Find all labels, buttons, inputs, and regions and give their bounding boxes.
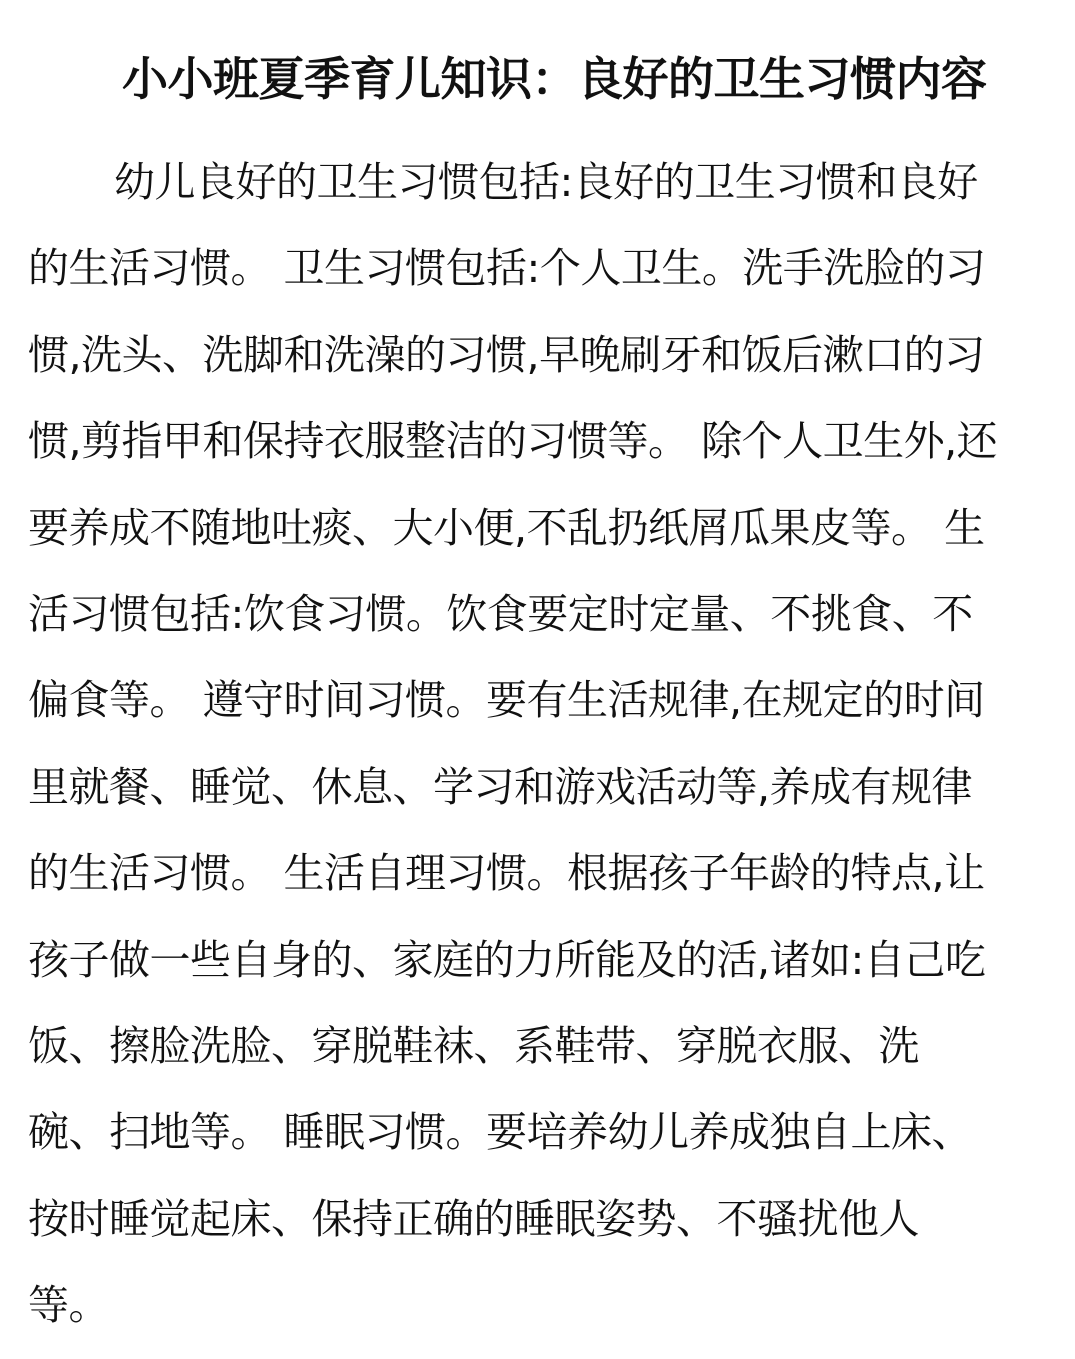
paragraph-line: 惯,剪指甲和保持衣服整洁的习惯等。 除个人卫生外,还 (28, 417, 998, 466)
paragraph-line: 孩子做一些自身的、家庭的力所能及的活,诸如:自己吃 (28, 935, 986, 984)
document-body (28, 150, 1058, 1359)
paragraph-line: 按时睡觉起床、保持正确的睡眠姿势、不骚扰他人 (28, 1194, 919, 1243)
paragraph-line: 幼儿良好的卫生习惯包括:良好的卫生习惯和良好 (114, 158, 978, 206)
paragraph-line: 活习惯包括:饮食习惯。饮食要定时定量、不挑食、不 (28, 589, 973, 638)
paragraph-line: 里就餐、睡觉、休息、学习和游戏活动等,养成有规律 (28, 762, 973, 811)
paragraph-line: 饭、擦脸洗脸、穿脱鞋袜、系鞋带、穿脱衣服、洗 (28, 1021, 919, 1070)
paragraph-line: 惯,洗头、洗脚和洗澡的习惯,早晚刷牙和饭后漱口的习 (28, 330, 985, 379)
paragraph-line: 要养成不随地吐痰、大小便,不乱扔纸屑瓜果皮等。 生 (28, 503, 985, 552)
paragraph-line: 偏食等。 遵守时间习惯。要有生活规律,在规定的时间 (28, 676, 985, 725)
paragraph-line: 碗、扫地等。 睡眠习惯。要培养幼儿养成独自上床、 (28, 1108, 973, 1157)
paragraph-line: 的生活习惯。 生活自理习惯。根据孩子年龄的特点,让 (28, 849, 985, 898)
document-title: 小小班夏季育儿知识：良好的卫生习惯内容 (122, 52, 987, 106)
paragraph-line: 的生活习惯。 卫生习惯包括:个人卫生。洗手洗脸的习 (28, 244, 986, 293)
paragraph-line: 等。 (28, 1281, 109, 1330)
